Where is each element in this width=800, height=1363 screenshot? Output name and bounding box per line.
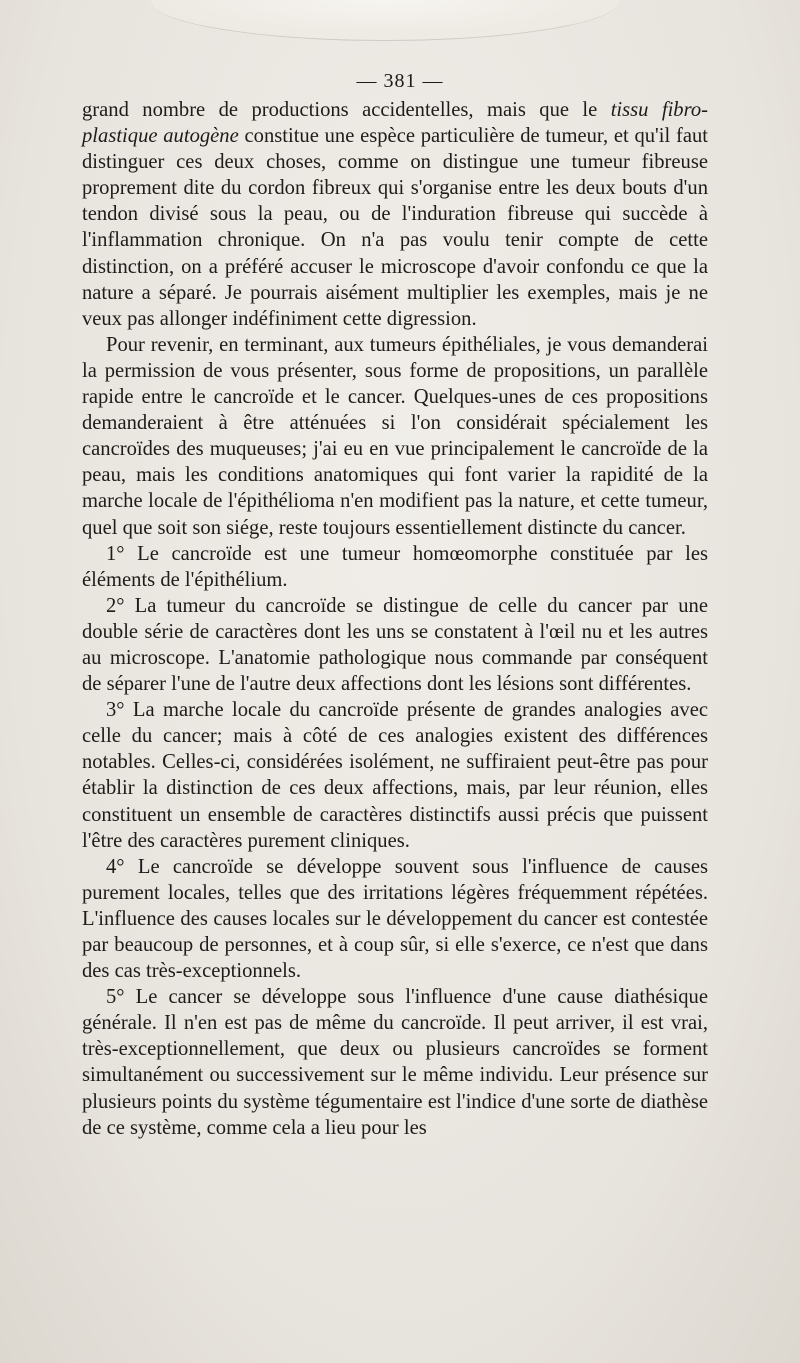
text-run: grand nombre de productions accidentelles, mais que le bbox=[82, 99, 611, 121]
paper-stain bbox=[150, 0, 620, 41]
paragraph-summary-intro bbox=[82, 332, 708, 541]
text-run: Pour revenir, en terminant, aux tumeurs épithéliales, je vous demanderai la permission de vous présenter, sous forme de propositions, un parallèle rapide entre le cancroïde et le cancer. Quelques-unes de ces propositions demanderaient à être atténuées si l'on considérait spécialement les cancroïdes des muqueuses; j'ai eu en vue principalement le cancroïde de la peau, mais les conditions anatomiques qui font varier la rapidité de la marche locale de l'épithélioma n'en modifient pas la nature, et cette tumeur, quel que soit son siége, reste toujours essentiellement distincte du cancer. bbox=[82, 333, 708, 539]
text-run: constitue une espèce particulière de tumeur, et qu'il faut distinguer ces deux choses, comme on distingue une tumeur fibreuse proprement dite du cordon fibreux qui s'organise entre les deux bouts d'un tendon divisé sous la peau, ou de l'induration fibreuse qui succède à l'inflammation chronique. On n'a pas voulu tenir compte de cette distinction, on a préféré accuser le microscope d'avoir confondu ce que la nature a séparé. Je pourrais aisément multiplier les exemples, mais je ne veux pas allonger indéfiniment cette digression. bbox=[82, 125, 708, 330]
text-run: 5° Le cancer se développe sous l'influence d'une cause diathésique générale. Il n'en est pas de même du cancroïde. Il peut arriver, il est vrai, très-exceptionnellement, que deux ou plusieurs cancroïdes se forment simultanément ou successivement sur le même individu. Leur présence sur plusieurs points du système tégumentaire est l'indice d'une sorte de diathèse de ce système, comme cela a lieu pour les bbox=[82, 986, 708, 1139]
text-run: 3° La marche locale du cancroïde présente de grandes analogies avec celle du cancer; mais à côté de ces analogies existent des différences notables. Celles-ci, considérées isolément, ne suffiraient peut-être pas pour établir la distinction de ces deux affections, mais, par leur réunion, elles constituent un ensemble de caractères distinctifs aussi précis que puissent l'être des caractères purement cliniques. bbox=[82, 699, 708, 852]
page-number: — 381 — bbox=[356, 70, 444, 92]
text-run: 4° Le cancroïde se développe souvent sous l'influence de causes purement locales, telles que des irritations légères fréquemment répétées. L'influence des causes locales sur le développement du cancer est contestée par beaucoup de personnes, et à coup sûr, si elle s'exerce, ce n'est que dans des cas très-exceptionnels. bbox=[82, 855, 708, 983]
proposition-4 bbox=[82, 854, 708, 984]
proposition-3 bbox=[82, 697, 708, 854]
paragraph-continuation bbox=[82, 97, 708, 332]
text-run: 1° Le cancroïde est une tumeur homœomorphe constituée par les éléments de l'épithélium. bbox=[82, 542, 708, 591]
proposition-1 bbox=[82, 541, 708, 593]
proposition-5 bbox=[82, 984, 708, 1141]
text-run: 2° La tumeur du cancroïde se distingue de celle du cancer par une double série de caractères dont les uns se constatent à l'œil nu et les autres au microscope. L'anatomie pathologique nous commande par conséquent de séparer l'une de l'autre deux affections dont les lésions sont différentes. bbox=[82, 594, 708, 696]
proposition-2 bbox=[82, 593, 708, 697]
italic-term: tissu fibro-plastique autogène bbox=[82, 99, 709, 148]
body-text bbox=[82, 97, 708, 1141]
